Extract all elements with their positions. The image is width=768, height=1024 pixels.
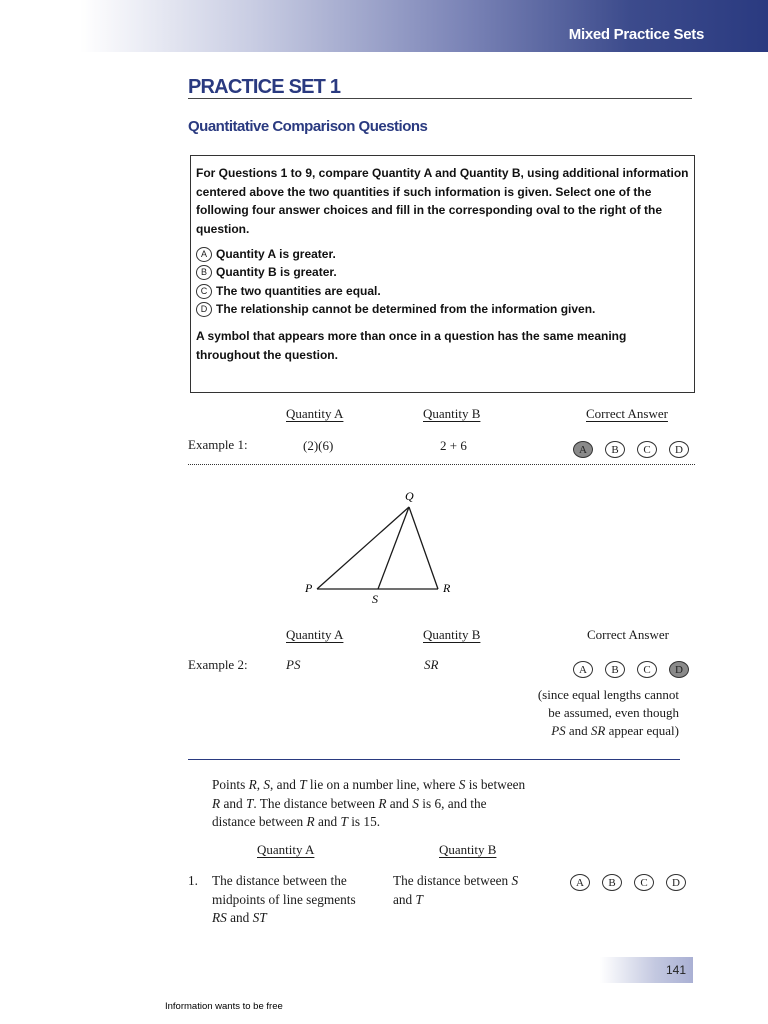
example1-oval-b: B (605, 441, 625, 458)
example2-oval-a: A (573, 661, 593, 678)
choice-b-text: Quantity B is greater. (216, 265, 337, 279)
example1-oval-a: A (573, 441, 593, 458)
question1-oval-d[interactable]: D (666, 874, 686, 891)
example1-quantity-b: 2 + 6 (440, 438, 467, 453)
choice-oval-c: C (196, 284, 212, 299)
instructions-intro: For Questions 1 to 9, compare Quantity A and Quantity B, using additional information centered above the two quantities if such information is given. Select one of the following four answer choices and fill in the corresponding oval to the right of the question. (196, 166, 689, 236)
section-divider (188, 759, 680, 760)
example2-oval-b: B (605, 661, 625, 678)
choice-c-text: The two quantities are equal. (216, 283, 381, 298)
example2-explanation (538, 686, 679, 740)
example2-correct-answer-header: Correct Answer (587, 627, 669, 642)
example1-correct-answer-header: Correct Answer (586, 406, 668, 421)
running-header-title: Mixed Practice Sets (568, 26, 704, 43)
example1-oval-c: C (637, 441, 657, 458)
instructions-box (190, 155, 695, 393)
choice-d (196, 302, 689, 317)
example-divider-dotted (188, 464, 695, 465)
choice-a-text: Quantity A is greater. (216, 246, 336, 261)
example2-quantity-b-header: Quantity B (423, 627, 481, 642)
vertex-label-s: S (372, 592, 378, 604)
question1-answer-ovals (570, 874, 686, 891)
question1-quantity-a-line3: RS and ST (212, 910, 267, 925)
example1-oval-d: D (669, 441, 689, 458)
segment-pq (317, 507, 409, 589)
choice-oval-d: D (196, 302, 212, 317)
example2-oval-d: D (669, 661, 689, 678)
example2-oval-c: C (637, 661, 657, 678)
example1-answer-ovals (573, 441, 689, 458)
question1-oval-c[interactable]: C (634, 874, 654, 891)
vertex-label-r: R (443, 581, 451, 595)
question1-quantity-a (212, 872, 356, 928)
question1-stem-line1: Points R, S, and T lie on a number line, where S is between (212, 777, 526, 792)
segment-qs (378, 507, 409, 589)
example2-quantity-a: PS (286, 657, 301, 672)
question1-oval-b[interactable]: B (602, 874, 622, 891)
question1-stem-line3: distance between R and T is 15. (212, 814, 381, 829)
example2-explanation-line2: be assumed, even though (548, 705, 679, 720)
triangle-figure (300, 484, 460, 604)
vertex-label-p: P (305, 581, 313, 595)
choice-a (196, 247, 689, 262)
question1-quantity-a-line2: midpoints of line segments (212, 891, 356, 907)
question1-quantity-b-line1: The distance between S (393, 873, 519, 888)
footer-note: Information wants to be free (165, 1001, 283, 1012)
question1-quantity-b (393, 872, 518, 909)
question1-stem-line2: R and T. The distance between R and S is 6, and the (212, 795, 487, 811)
choice-b (196, 265, 689, 280)
question1-quantity-b-line2: and T (393, 891, 423, 907)
title-divider (188, 98, 692, 99)
section-title: Quantitative Comparison Questions (188, 118, 428, 135)
example2-explanation-line3: PS and SR appear equal) (551, 723, 679, 738)
example2-quantity-b: SR (424, 657, 439, 672)
segment-qr (409, 507, 438, 589)
question1-oval-a[interactable]: A (570, 874, 590, 891)
example1-quantity-a-header: Quantity A (286, 406, 344, 421)
instructions-note: A symbol that appears more than once in a question has the same meaning throughout the question. (196, 329, 627, 362)
example2-answer-ovals (573, 661, 689, 678)
choice-d-text: The relationship cannot be determined from the information given. (216, 302, 596, 316)
example2-explanation-line1: (since equal lengths cannot (537, 687, 679, 702)
choice-oval-b: B (196, 265, 212, 280)
choice-oval-a: A (196, 247, 212, 262)
practice-set-title: PRACTICE SET 1 (188, 76, 341, 98)
example1-label: Example 1: (188, 437, 248, 452)
question1-number: 1. (188, 873, 198, 888)
question1-quantity-a-header: Quantity A (257, 842, 315, 857)
example1-quantity-b-header: Quantity B (423, 406, 481, 421)
vertex-label-q: Q (405, 489, 414, 503)
choice-c (196, 284, 689, 299)
example1-quantity-a: (2)(6) (303, 438, 334, 453)
question1-quantity-b-header: Quantity B (439, 842, 497, 857)
example2-label: Example 2: (188, 657, 248, 672)
page-number: 141 (666, 963, 687, 977)
question1-stem (212, 776, 525, 832)
example2-quantity-a-header: Quantity A (286, 627, 344, 642)
question1-quantity-a-line1: The distance between the (212, 873, 347, 888)
